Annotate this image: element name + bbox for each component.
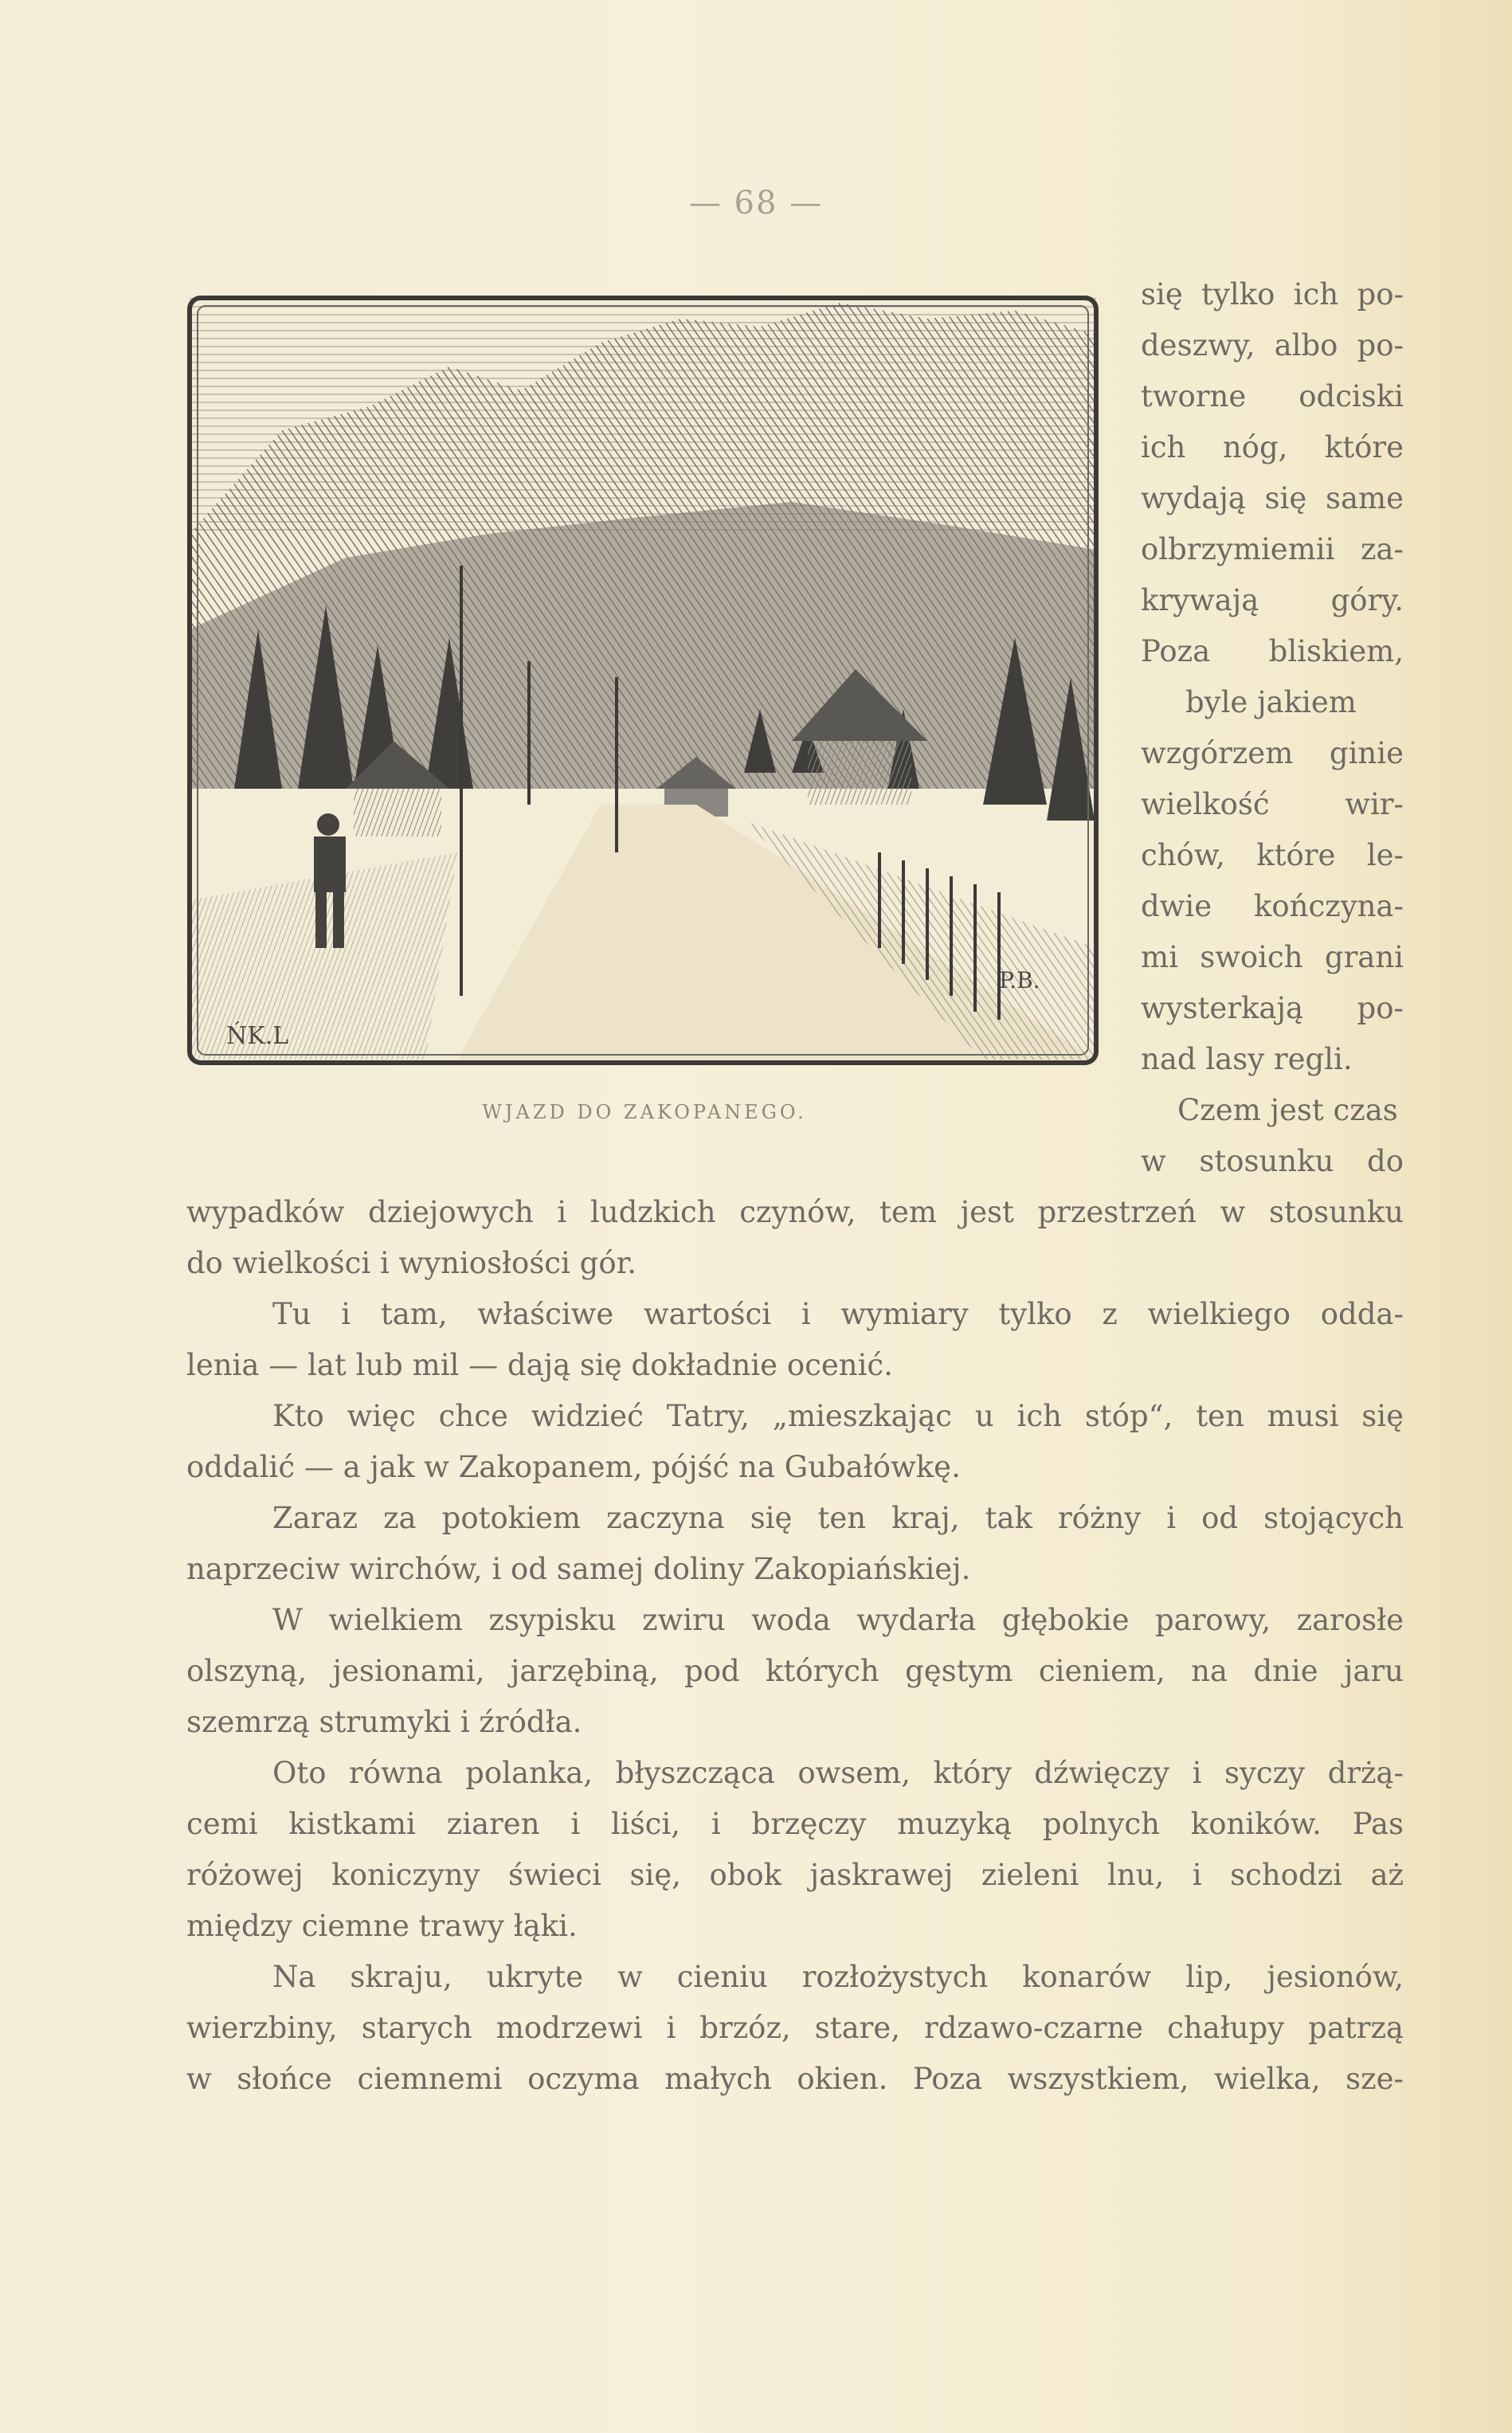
- side-text-line: byle jakiem: [1185, 685, 1357, 719]
- body-text-line: Zaraz za potokiem zaczyna się ten kraj, tak różny i od stojących: [272, 1501, 1404, 1535]
- body-text-line: Na skraju, ukryte w cieniu rozłożystych konarów lip, jesionów,: [272, 1960, 1404, 1994]
- side-text-line: mi swoich grani: [1141, 940, 1404, 974]
- side-text-line: w stosunku do: [1141, 1144, 1404, 1178]
- side-text-line: chów, które le-: [1141, 838, 1404, 872]
- side-text-line: się tylko ich po-: [1141, 277, 1404, 311]
- body-text-line: oddalić — a jak w Zakopanem, pójść na Gubałówkę.: [186, 1450, 961, 1484]
- side-text-line: dwie kończyna-: [1141, 889, 1404, 923]
- body-text-line: Kto więc chce widzieć Tatry, „mieszkając u ich stóp“, ten musi się: [272, 1399, 1404, 1433]
- body-text-line: wierzbiny, starych modrzewi i brzóz, stare, rdzawo-czarne chałupy patrzą: [186, 2011, 1404, 2045]
- engraving-illustration: [186, 295, 1103, 1074]
- illustration-caption: WJAZD DO ZAKOPANEGO.: [482, 1101, 807, 1123]
- side-text-line: wzgórzem ginie: [1141, 736, 1404, 770]
- side-text-line: nad lasy regli.: [1141, 1042, 1353, 1076]
- side-text-line: Czem jest czas: [1177, 1093, 1398, 1127]
- body-text-line: cemi kistkami ziaren i liści, i brzęczy muzyką polnych koników. Pas: [186, 1807, 1404, 1841]
- body-text-line: do wielkości i wyniosłości gór.: [186, 1246, 637, 1280]
- side-text-line: wielkość wir-: [1141, 787, 1404, 821]
- body-text-line: w słońce ciemnemi oczyma małych okien. Poza wszystkiem, wielka, sze-: [186, 2062, 1404, 2096]
- body-text-line: lenia — lat lub mil — dają się dokładnie ocenić.: [186, 1348, 893, 1382]
- body-text-line: wypadków dziejowych i ludzkich czynów, tem jest przestrzeń w stosunku: [186, 1195, 1404, 1229]
- side-text-line: wysterkają po-: [1141, 991, 1404, 1025]
- side-text-line: tworne odciski: [1141, 379, 1404, 413]
- body-text-line: naprzeciw wirchów, i od samej doliny Zakopiańskiej.: [186, 1552, 971, 1586]
- side-text-line: olbrzymiemii za-: [1141, 532, 1404, 566]
- side-text-line: deszwy, albo po-: [1141, 328, 1404, 362]
- body-text-line: Tu i tam, właściwe wartości i wymiary tylko z wielkiego odda-: [272, 1297, 1404, 1331]
- body-text-line: między ciemne trawy łąki.: [186, 1909, 578, 1943]
- page-number: — 68 —: [688, 185, 824, 221]
- side-text-line: krywają góry.: [1141, 583, 1404, 617]
- body-text-line: olszyną, jesionami, jarzębiną, pod których gęstym cieniem, na dnie jaru: [186, 1654, 1404, 1688]
- side-text-line: ich nóg, które: [1141, 430, 1404, 464]
- body-text-line: różowej koniczyny świeci się, obok jaskrawej zieleni lnu, i schodzi aż: [186, 1858, 1404, 1892]
- body-text-line: szemrzą strumyki i źródła.: [186, 1705, 582, 1739]
- side-text-line: Poza bliskiem,: [1141, 634, 1404, 668]
- body-text-line: Oto równa polanka, błyszcząca owsem, który dźwięczy i syczy drżą-: [272, 1756, 1404, 1790]
- monogram-ml: ŃK.L: [226, 1022, 289, 1050]
- side-text-line: wydają się same: [1141, 481, 1404, 515]
- monogram-pb: P.B.: [999, 967, 1040, 993]
- body-text-line: W wielkiem zsypisku zwiru woda wydarła głębokie parowy, zarosłe: [272, 1603, 1404, 1637]
